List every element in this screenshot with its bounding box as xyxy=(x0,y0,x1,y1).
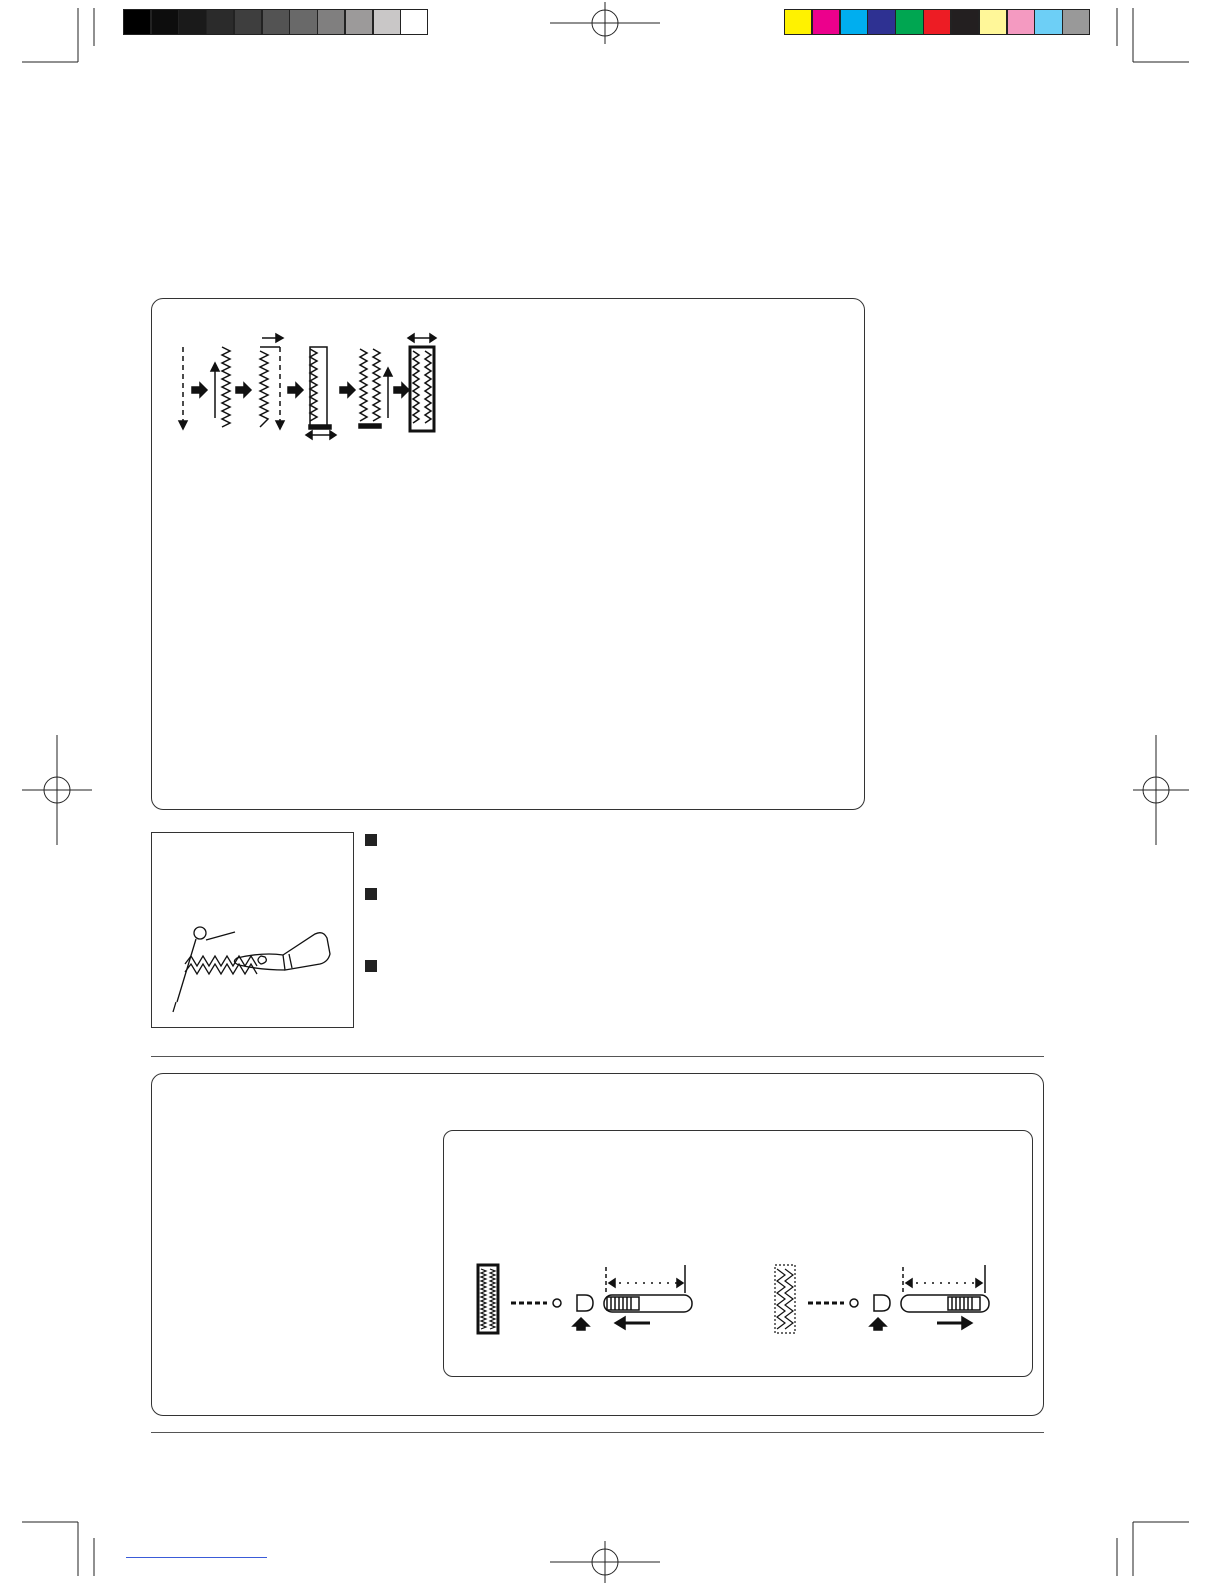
process-swatch xyxy=(1007,9,1035,35)
gray-swatch xyxy=(151,9,179,35)
gray-swatch xyxy=(373,9,401,35)
density-dial-left xyxy=(505,1263,705,1335)
process-swatch xyxy=(1062,9,1090,35)
seam-ripper-with-pin-icon xyxy=(165,912,365,1032)
process-swatch xyxy=(951,9,979,35)
gray-swatch xyxy=(234,9,262,35)
gray-swatch xyxy=(289,9,317,35)
gray-swatch xyxy=(317,9,345,35)
bullet-square-2 xyxy=(365,888,377,900)
process-swatch xyxy=(923,9,951,35)
process-color-bar xyxy=(784,0,1090,44)
section-divider-bottom xyxy=(151,1432,1044,1433)
density-dial-right xyxy=(802,1263,1002,1335)
process-swatch xyxy=(784,9,812,35)
process-swatch xyxy=(812,9,840,35)
process-swatch xyxy=(979,9,1007,35)
bullet-square-3 xyxy=(365,960,377,972)
footer-link-underline xyxy=(126,1557,267,1558)
process-swatch xyxy=(895,9,923,35)
open-buttonhole-icon xyxy=(771,1263,801,1335)
gray-swatch xyxy=(123,9,151,35)
gray-swatch xyxy=(262,9,290,35)
dense-buttonhole-icon xyxy=(474,1263,504,1335)
buttonhole-sequence-icon xyxy=(170,333,450,443)
process-swatch xyxy=(1034,9,1062,35)
gray-swatch xyxy=(400,9,428,35)
gray-swatch xyxy=(206,9,234,35)
bullet-square-1 xyxy=(365,834,377,846)
gray-swatch xyxy=(345,9,373,35)
process-swatch xyxy=(867,9,895,35)
gray-swatch xyxy=(178,9,206,35)
grayscale-color-bar xyxy=(123,0,428,44)
density-example-panel xyxy=(443,1130,1033,1377)
process-swatch xyxy=(840,9,868,35)
section-divider-top xyxy=(151,1056,1044,1057)
